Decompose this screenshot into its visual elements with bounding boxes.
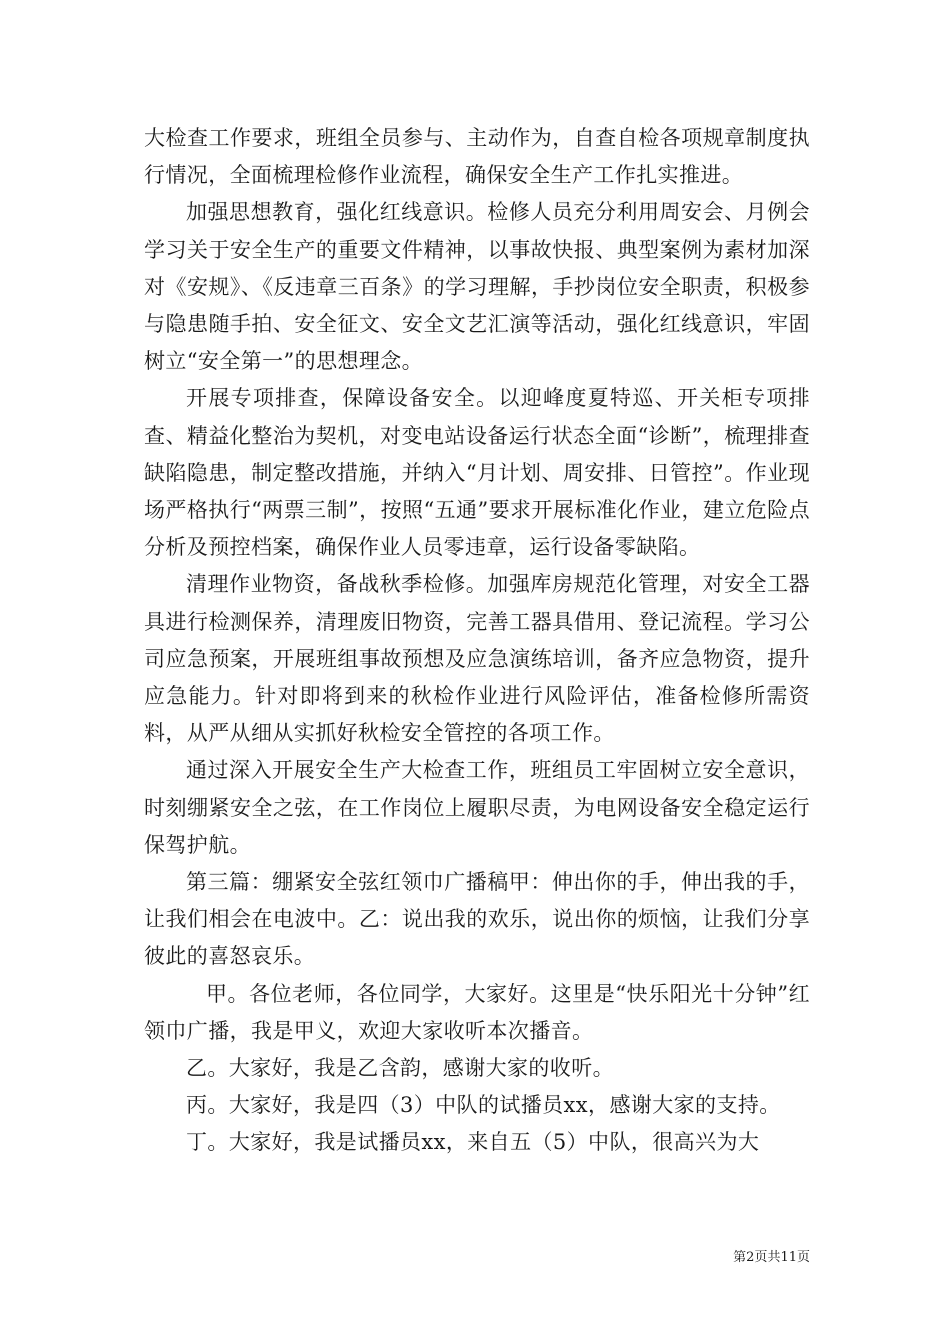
paragraph-summary: 通过深入开展安全生产大检查工作，班组员工牢固树立安全意识，时刻绷紧安全之弦，在工作岗位上履职尽责，为电网设备安全稳定运行保驾护航。 xyxy=(144,758,810,857)
paragraph-continuation: 大检查工作要求，班组全员参与、主动作为，自查自检各项规章制度执行情况，全面梳理检修作业流程，确保安全生产工作扎实推进。 xyxy=(144,126,810,188)
paragraph-ideology-education: 加强思想教育，强化红线意识。检修人员充分利用周安会、月例会学习关于安全生产的重要文件精神，以事故快报、典型案例为素材加深对《安规》、《反违章三百条》的学习理解，手抄岗位安全职责，积极参与隐患随手拍、安全征文、安全文艺汇演等活动，强化红线意识，牢固树立“安全第一”的思想理念。 xyxy=(144,200,810,374)
paragraph-materials-cleanup: 清理作业物资，备战秋季检修。加强库房规范化管理，对安全工器具进行检测保养，清理废旧物资，完善工器具借用、登记流程。学习公司应急预案，开展班组事故预想及应急演练培训，备齐应急物资，提升应急能力。针对即将到来的秋检作业进行风险评估，准备检修所需资料，从严从细从实抓好秋检安全管控的各项工作。 xyxy=(144,572,810,746)
paragraph-speaker-jia: 甲。各位老师，各位同学，大家好。这里是“快乐阳光十分钟”红领巾广播，我是甲义，欢迎大家收听本次播音。 xyxy=(144,981,810,1043)
paragraph-speaker-ding: 丁。大家好，我是试播员xx，来自五（5）中队，很高兴为大 xyxy=(186,1130,760,1155)
page-number-footer: 第2页共11页 xyxy=(733,1250,810,1265)
document-body xyxy=(144,120,810,1162)
paragraph-speaker-yi: 乙。大家好，我是乙含韵，感谢大家的收听。 xyxy=(186,1056,614,1081)
paragraph-speaker-bing: 丙。大家好，我是四（3）中队的试播员xx，感谢大家的支持。 xyxy=(186,1093,781,1118)
paragraph-part-three-intro: 第三篇：绷紧安全弦红领巾广播稿甲：伸出你的手，伸出我的手，让我们相会在电波中。乙：说出我的欢乐，说出你的烦恼，让我们分享彼此的喜怒哀乐。 xyxy=(144,870,810,969)
paragraph-special-inspection: 开展专项排查，保障设备安全。以迎峰度夏特巡、开关柜专项排查、精益化整治为契机，对变电站设备运行状态全面“诊断”，梳理排查缺陷隐患，制定整改措施，并纳入“月计划、周安排、日管控”。作业现场严格执行“两票三制”，按照“五通”要求开展标准化作业，建立危险点分析及预控档案，确保作业人员零违章，运行设备零缺陷。 xyxy=(144,386,810,560)
